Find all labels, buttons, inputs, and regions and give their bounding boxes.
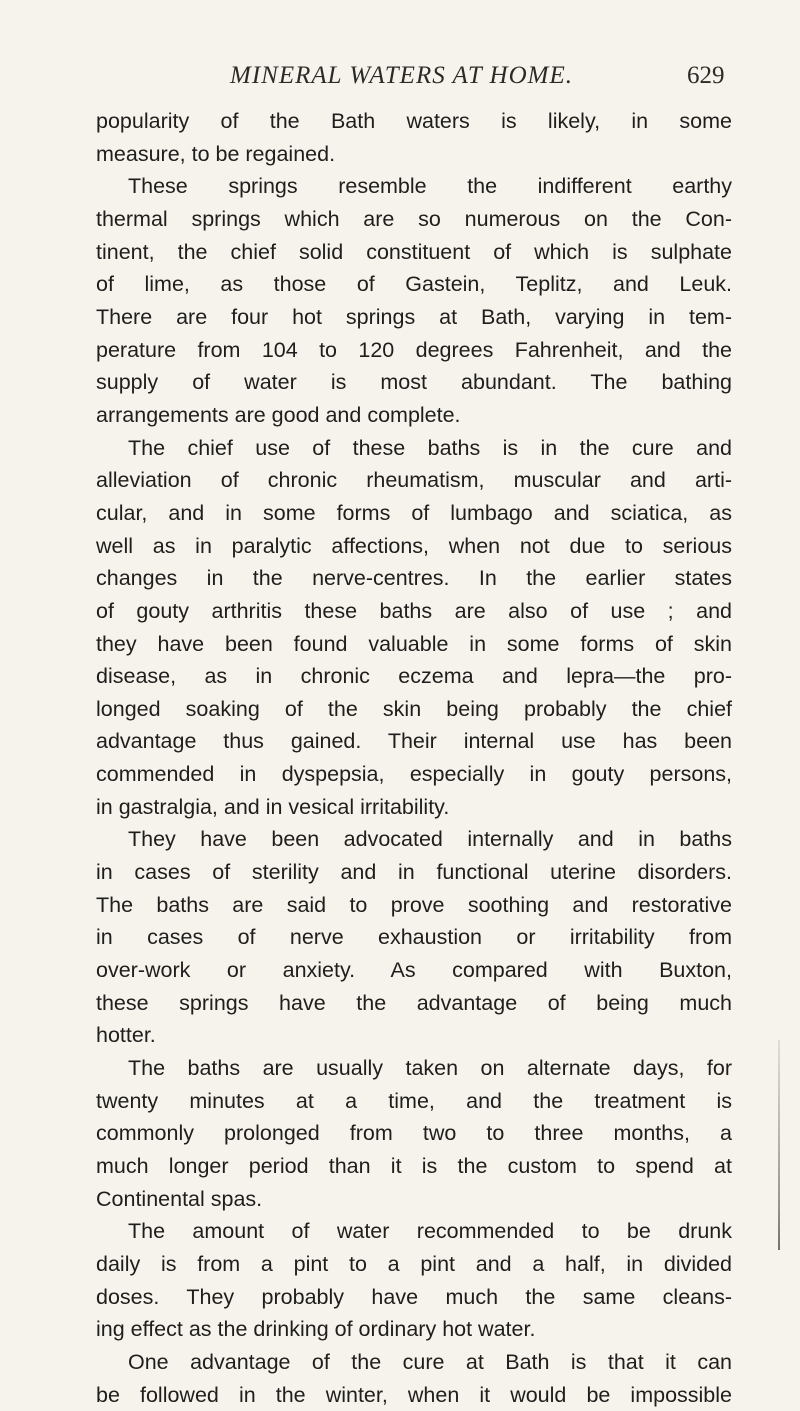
- text-line: longed soaking of the skin being probably the chief: [96, 696, 732, 721]
- text-line: thermal springs which are so numerous on the Con-: [96, 206, 732, 231]
- text-line: measure, to be regained.: [96, 141, 336, 166]
- text-line: changes in the nerve-centres. In the earlier states: [96, 566, 732, 591]
- text-line: of gouty arthritis these baths are also of use ; and: [96, 598, 732, 623]
- text-line: tinent, the chief solid constituent of which is sulphate: [96, 239, 732, 264]
- text-line: disease, as in chronic eczema and lepra—the pro-: [96, 664, 732, 689]
- running-title: MINERAL WATERS AT HOME.: [230, 62, 574, 89]
- text-line: popularity of the Bath waters is likely, in some: [96, 109, 732, 133]
- text-line: commended in dyspepsia, especially in gouty persons,: [96, 762, 732, 787]
- text-line: arrangements are good and complete.: [96, 402, 461, 427]
- text-line: The amount of water recommended to be drunk: [128, 1219, 732, 1244]
- text-line: they have been found valuable in some forms of skin: [96, 631, 732, 656]
- text-line: The baths are said to prove soothing and restorative: [96, 892, 732, 917]
- text-line: supply of water is most abundant. The bathing: [96, 370, 732, 395]
- text-line: daily is from a pint to a pint and a half, in divided: [96, 1251, 732, 1276]
- text-line: of lime, as those of Gastein, Teplitz, and Leuk.: [96, 272, 732, 297]
- text-line: doses. They probably have much the same cleans-: [96, 1284, 732, 1309]
- text-line: They have been advocated internally and in baths: [128, 827, 732, 852]
- text-line: Continental spas.: [96, 1186, 263, 1211]
- page-number: 629: [687, 62, 725, 89]
- text-line: hotter.: [96, 1023, 156, 1048]
- text-line: alleviation of chronic rheumatism, muscular and arti-: [96, 468, 732, 493]
- text-line: cular, and in some forms of lumbago and sciatica, as: [96, 500, 732, 525]
- text-line: well as in paralytic affections, when not due to serious: [96, 533, 732, 558]
- text-line: in cases of nerve exhaustion or irritability from: [96, 925, 732, 950]
- text-line: There are four hot springs at Bath, varying in tem-: [96, 304, 732, 329]
- text-line: ing effect as the drinking of ordinary hot water.: [96, 1317, 536, 1342]
- text-line: The chief use of these baths is in the cure and: [128, 435, 732, 460]
- text-line: much longer period than it is the custom to spend at: [96, 1154, 732, 1178]
- text-line: These springs resemble the indifferent earthy: [128, 174, 732, 199]
- text-line: commonly prolonged from two to three months, a: [96, 1121, 732, 1146]
- text-line: be followed in the winter, when it would be impossible: [96, 1382, 732, 1407]
- text-line: in cases of sterility and in functional uterine disorders.: [96, 860, 732, 885]
- text-line: in gastralgia, and in vesical irritability.: [96, 794, 450, 819]
- text-line: these springs have the advantage of being much: [96, 990, 732, 1015]
- text-line: advantage thus gained. Their internal use has been: [96, 729, 732, 754]
- text-line: One advantage of the cure at Bath is that it can: [128, 1349, 732, 1374]
- text-line: The baths are usually taken on alternate days, for: [128, 1056, 732, 1081]
- page-edge-shadow: [778, 1040, 780, 1250]
- text-line: twenty minutes at a time, and the treatment is: [96, 1088, 732, 1113]
- text-line: over-work or anxiety. As compared with Buxton,: [96, 958, 732, 983]
- body-text: [96, 105, 732, 1411]
- text-line: perature from 104 to 120 degrees Fahrenheit, and the: [96, 337, 732, 362]
